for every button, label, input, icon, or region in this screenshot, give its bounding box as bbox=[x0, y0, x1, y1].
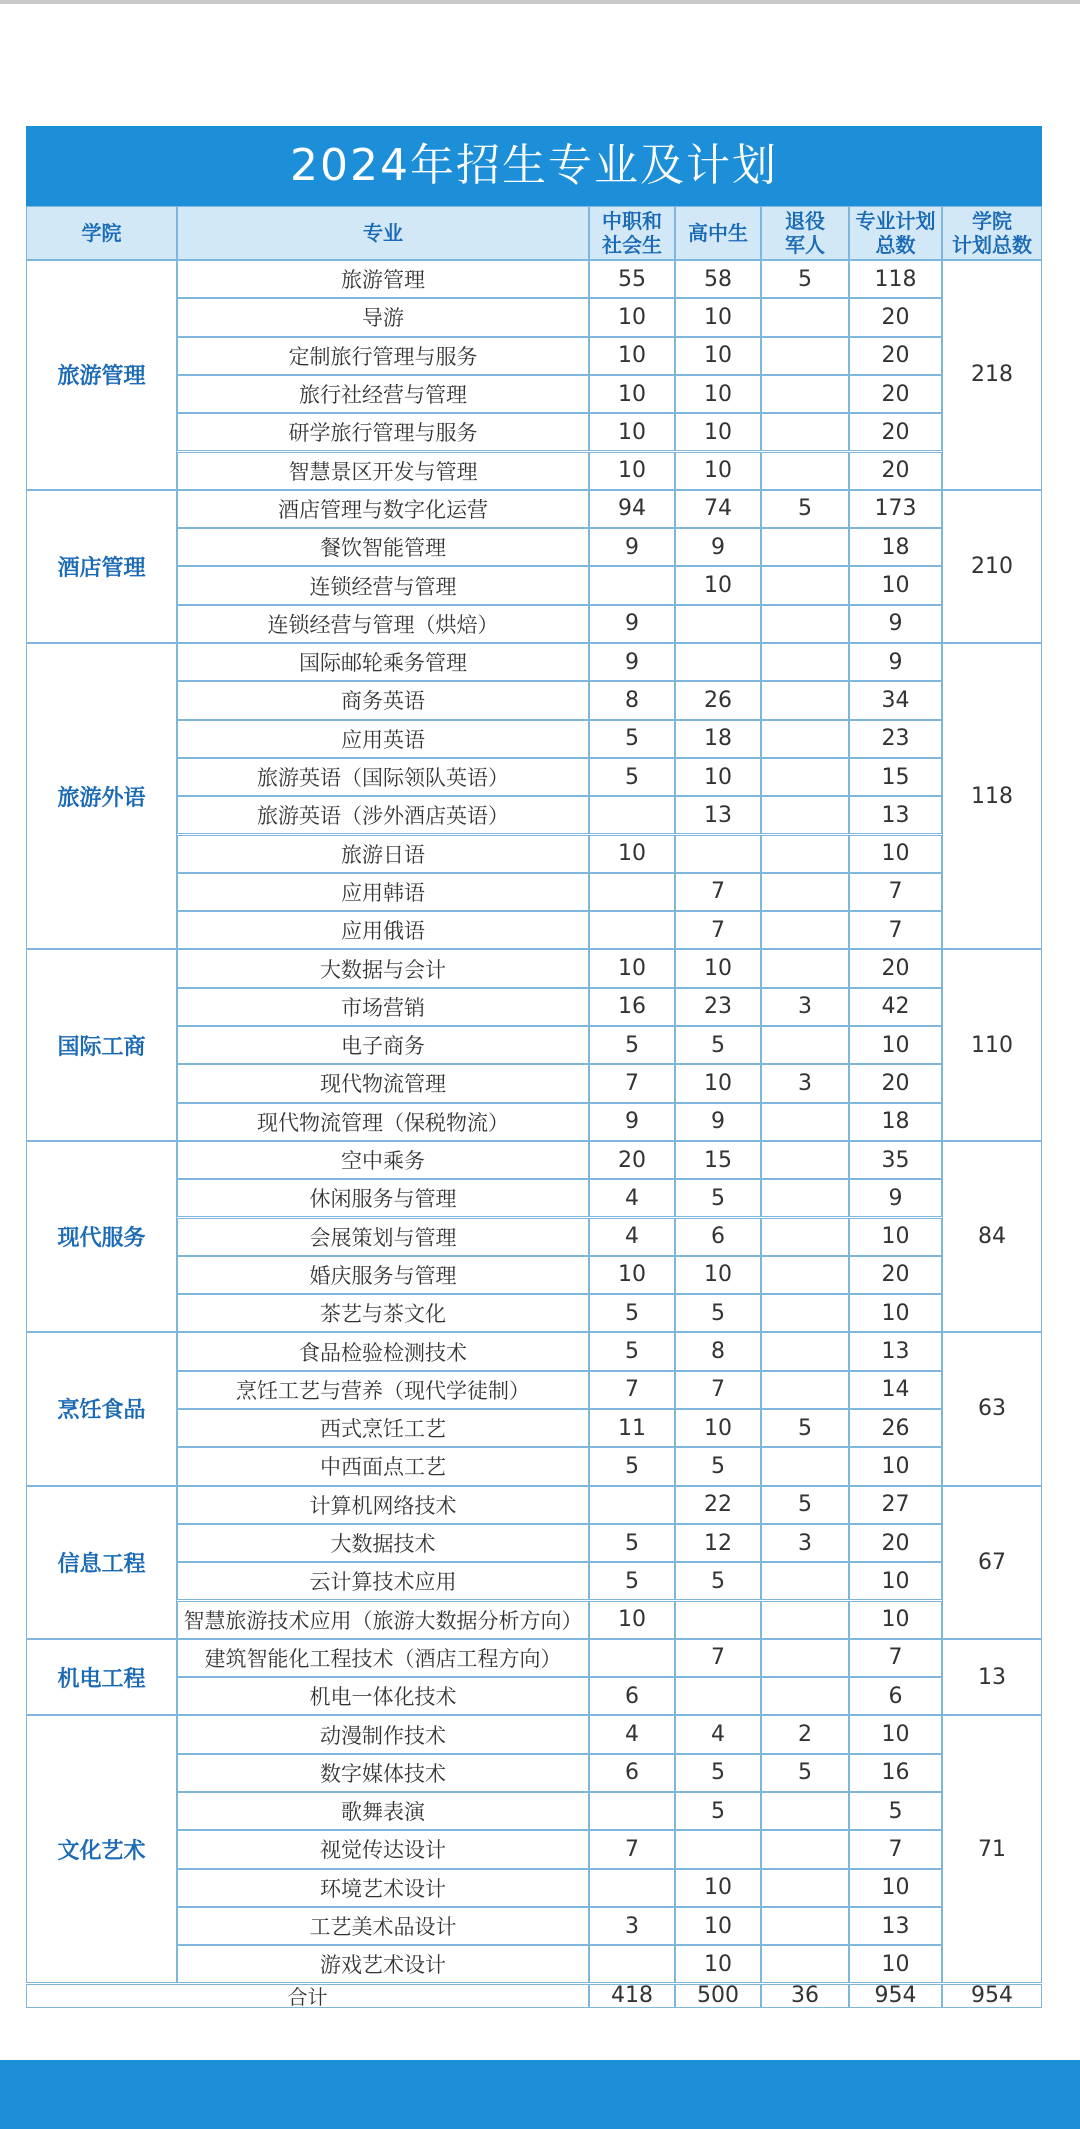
cell-total: 10 bbox=[849, 1869, 942, 1907]
major-name: 工艺美术品设计 bbox=[177, 1907, 589, 1945]
cell-total: 10 bbox=[849, 1447, 942, 1485]
cell-highschool: 10 bbox=[675, 1064, 761, 1102]
cell-vocational: 5 bbox=[589, 1562, 675, 1600]
major-name: 旅行社经营与管理 bbox=[177, 375, 589, 413]
cell-veteran bbox=[761, 1103, 849, 1141]
major-name: 歌舞表演 bbox=[177, 1792, 589, 1830]
header-college-total: 学院 计划总数 bbox=[942, 206, 1042, 260]
cell-highschool bbox=[675, 643, 761, 681]
major-name: 应用俄语 bbox=[177, 911, 589, 949]
footer-bar bbox=[0, 2060, 1080, 2129]
cell-total: 9 bbox=[849, 1179, 942, 1217]
cell-vocational: 9 bbox=[589, 1103, 675, 1141]
major-name: 茶艺与茶文化 bbox=[177, 1294, 589, 1332]
cell-veteran bbox=[761, 835, 849, 873]
major-name: 建筑智能化工程技术（酒店工程方向） bbox=[177, 1639, 589, 1677]
cell-highschool bbox=[675, 1601, 761, 1639]
major-name: 电子商务 bbox=[177, 1026, 589, 1064]
cell-vocational: 16 bbox=[589, 988, 675, 1026]
cell-highschool: 6 bbox=[675, 1218, 761, 1256]
major-name: 婚庆服务与管理 bbox=[177, 1256, 589, 1294]
enrollment-table bbox=[26, 206, 1042, 2008]
cell-total: 18 bbox=[849, 528, 942, 566]
cell-highschool: 9 bbox=[675, 528, 761, 566]
major-name: 旅游英语（国际领队英语） bbox=[177, 758, 589, 796]
header-major-total: 专业计划 总数 bbox=[849, 206, 942, 260]
cell-highschool: 74 bbox=[675, 490, 761, 528]
cell-total: 27 bbox=[849, 1486, 942, 1524]
cell-vocational: 5 bbox=[589, 1447, 675, 1485]
cell-total: 10 bbox=[849, 1601, 942, 1639]
cell-vocational: 10 bbox=[589, 413, 675, 451]
cell-veteran: 3 bbox=[761, 1524, 849, 1562]
cell-vocational: 10 bbox=[589, 337, 675, 375]
cell-highschool: 10 bbox=[675, 949, 761, 987]
cell-vocational: 10 bbox=[589, 1256, 675, 1294]
cell-veteran bbox=[761, 605, 849, 643]
cell-highschool bbox=[675, 1830, 761, 1868]
cell-vocational bbox=[589, 566, 675, 604]
cell-total: 20 bbox=[849, 298, 942, 336]
cell-veteran bbox=[761, 1332, 849, 1370]
major-name: 旅游日语 bbox=[177, 835, 589, 873]
cell-highschool: 23 bbox=[675, 988, 761, 1026]
cell-veteran bbox=[761, 1907, 849, 1945]
cell-veteran bbox=[761, 1830, 849, 1868]
cell-vocational: 5 bbox=[589, 1524, 675, 1562]
college-total: 13 bbox=[942, 1639, 1042, 1716]
cell-highschool: 26 bbox=[675, 681, 761, 719]
cell-veteran bbox=[761, 1256, 849, 1294]
cell-vocational: 11 bbox=[589, 1409, 675, 1447]
cell-highschool: 7 bbox=[675, 911, 761, 949]
cell-highschool bbox=[675, 605, 761, 643]
major-name: 酒店管理与数字化运营 bbox=[177, 490, 589, 528]
major-name: 游戏艺术设计 bbox=[177, 1945, 589, 1983]
cell-vocational: 9 bbox=[589, 528, 675, 566]
totals-highschool: 500 bbox=[675, 1984, 761, 2008]
cell-veteran bbox=[761, 949, 849, 987]
cell-highschool: 15 bbox=[675, 1141, 761, 1179]
cell-veteran bbox=[761, 1371, 849, 1409]
major-name: 空中乘务 bbox=[177, 1141, 589, 1179]
cell-total: 10 bbox=[849, 566, 942, 604]
cell-vocational: 6 bbox=[589, 1677, 675, 1715]
cell-total: 26 bbox=[849, 1409, 942, 1447]
college-total: 118 bbox=[942, 643, 1042, 949]
cell-veteran bbox=[761, 1601, 849, 1639]
cell-veteran bbox=[761, 1218, 849, 1256]
cell-veteran bbox=[761, 1026, 849, 1064]
cell-total: 15 bbox=[849, 758, 942, 796]
totals-label: 合计 bbox=[26, 1984, 589, 2008]
cell-highschool: 5 bbox=[675, 1447, 761, 1485]
major-name: 旅游管理 bbox=[177, 260, 589, 298]
cell-total: 7 bbox=[849, 911, 942, 949]
cell-vocational bbox=[589, 1945, 675, 1983]
cell-highschool bbox=[675, 1677, 761, 1715]
cell-vocational: 6 bbox=[589, 1754, 675, 1792]
college-name: 酒店管理 bbox=[26, 490, 177, 643]
major-name: 应用英语 bbox=[177, 720, 589, 758]
major-name: 机电一体化技术 bbox=[177, 1677, 589, 1715]
cell-highschool: 5 bbox=[675, 1562, 761, 1600]
cell-highschool: 5 bbox=[675, 1792, 761, 1830]
college-name: 旅游外语 bbox=[26, 643, 177, 949]
cell-highschool: 8 bbox=[675, 1332, 761, 1370]
cell-vocational: 7 bbox=[589, 1830, 675, 1868]
major-name: 餐饮智能管理 bbox=[177, 528, 589, 566]
cell-total: 23 bbox=[849, 720, 942, 758]
major-name: 会展策划与管理 bbox=[177, 1218, 589, 1256]
cell-veteran: 5 bbox=[761, 260, 849, 298]
major-name: 国际邮轮乘务管理 bbox=[177, 643, 589, 681]
cell-veteran bbox=[761, 1562, 849, 1600]
cell-vocational: 4 bbox=[589, 1715, 675, 1753]
cell-total: 20 bbox=[849, 1064, 942, 1102]
cell-vocational: 5 bbox=[589, 1294, 675, 1332]
cell-veteran bbox=[761, 1639, 849, 1677]
cell-veteran bbox=[761, 873, 849, 911]
cell-highschool: 10 bbox=[675, 1256, 761, 1294]
college-name: 烹饪食品 bbox=[26, 1332, 177, 1485]
cell-veteran bbox=[761, 566, 849, 604]
college-name: 旅游管理 bbox=[26, 260, 177, 490]
cell-veteran bbox=[761, 720, 849, 758]
cell-total: 13 bbox=[849, 1332, 942, 1370]
header-college: 学院 bbox=[26, 206, 177, 260]
major-name: 智慧景区开发与管理 bbox=[177, 452, 589, 490]
cell-vocational: 10 bbox=[589, 949, 675, 987]
major-name: 连锁经营与管理 bbox=[177, 566, 589, 604]
cell-total: 118 bbox=[849, 260, 942, 298]
cell-veteran bbox=[761, 1179, 849, 1217]
cell-vocational: 4 bbox=[589, 1179, 675, 1217]
cell-total: 13 bbox=[849, 796, 942, 834]
cell-total: 42 bbox=[849, 988, 942, 1026]
cell-highschool: 10 bbox=[675, 566, 761, 604]
cell-veteran: 5 bbox=[761, 490, 849, 528]
cell-veteran: 2 bbox=[761, 1715, 849, 1753]
cell-vocational: 94 bbox=[589, 490, 675, 528]
cell-total: 20 bbox=[849, 1256, 942, 1294]
cell-vocational: 5 bbox=[589, 720, 675, 758]
cell-veteran bbox=[761, 643, 849, 681]
cell-total: 10 bbox=[849, 1026, 942, 1064]
cell-total: 5 bbox=[849, 1792, 942, 1830]
cell-highschool: 4 bbox=[675, 1715, 761, 1753]
cell-total: 7 bbox=[849, 873, 942, 911]
header-vocational: 中职和 社会生 bbox=[589, 206, 675, 260]
college-total: 63 bbox=[942, 1332, 1042, 1485]
cell-highschool: 7 bbox=[675, 873, 761, 911]
cell-total: 10 bbox=[849, 1294, 942, 1332]
cell-total: 7 bbox=[849, 1639, 942, 1677]
major-name: 休闲服务与管理 bbox=[177, 1179, 589, 1217]
cell-vocational: 10 bbox=[589, 298, 675, 336]
college-name: 文化艺术 bbox=[26, 1715, 177, 1983]
cell-veteran bbox=[761, 1945, 849, 1983]
cell-total: 13 bbox=[849, 1907, 942, 1945]
cell-highschool: 10 bbox=[675, 413, 761, 451]
major-name: 西式烹饪工艺 bbox=[177, 1409, 589, 1447]
major-name: 动漫制作技术 bbox=[177, 1715, 589, 1753]
major-name: 现代物流管理（保税物流） bbox=[177, 1103, 589, 1141]
cell-highschool: 5 bbox=[675, 1754, 761, 1792]
cell-veteran bbox=[761, 681, 849, 719]
totals-vocational: 418 bbox=[589, 1984, 675, 2008]
major-name: 现代物流管理 bbox=[177, 1064, 589, 1102]
major-name: 食品检验检测技术 bbox=[177, 1332, 589, 1370]
cell-highschool: 10 bbox=[675, 452, 761, 490]
major-name: 视觉传达设计 bbox=[177, 1830, 589, 1868]
top-divider bbox=[0, 0, 1080, 4]
cell-highschool bbox=[675, 835, 761, 873]
cell-veteran: 5 bbox=[761, 1754, 849, 1792]
cell-veteran: 5 bbox=[761, 1409, 849, 1447]
college-total: 210 bbox=[942, 490, 1042, 643]
enrollment-plan-sheet bbox=[26, 126, 1042, 2008]
cell-vocational: 10 bbox=[589, 835, 675, 873]
cell-veteran bbox=[761, 1447, 849, 1485]
cell-highschool: 10 bbox=[675, 1945, 761, 1983]
cell-highschool: 10 bbox=[675, 337, 761, 375]
cell-total: 10 bbox=[849, 1562, 942, 1600]
cell-highschool: 7 bbox=[675, 1371, 761, 1409]
cell-highschool: 12 bbox=[675, 1524, 761, 1562]
cell-veteran: 5 bbox=[761, 1486, 849, 1524]
cell-highschool: 10 bbox=[675, 298, 761, 336]
cell-veteran bbox=[761, 1792, 849, 1830]
cell-highschool: 22 bbox=[675, 1486, 761, 1524]
cell-veteran bbox=[761, 911, 849, 949]
cell-veteran bbox=[761, 1869, 849, 1907]
cell-veteran bbox=[761, 1677, 849, 1715]
major-name: 环境艺术设计 bbox=[177, 1869, 589, 1907]
cell-vocational: 9 bbox=[589, 605, 675, 643]
cell-total: 20 bbox=[849, 452, 942, 490]
cell-veteran bbox=[761, 452, 849, 490]
major-name: 旅游英语（涉外酒店英语） bbox=[177, 796, 589, 834]
totals-college-total: 954 bbox=[942, 1984, 1042, 2008]
cell-veteran: 3 bbox=[761, 988, 849, 1026]
cell-veteran bbox=[761, 1294, 849, 1332]
cell-vocational: 10 bbox=[589, 375, 675, 413]
header-veteran: 退役 军人 bbox=[761, 206, 849, 260]
college-name: 机电工程 bbox=[26, 1639, 177, 1716]
cell-highschool: 13 bbox=[675, 796, 761, 834]
totals-major-total: 954 bbox=[849, 1984, 942, 2008]
major-name: 智慧旅游技术应用（旅游大数据分析方向） bbox=[177, 1601, 589, 1639]
cell-vocational bbox=[589, 1869, 675, 1907]
cell-total: 20 bbox=[849, 949, 942, 987]
cell-veteran: 3 bbox=[761, 1064, 849, 1102]
cell-vocational: 10 bbox=[589, 452, 675, 490]
major-name: 市场营销 bbox=[177, 988, 589, 1026]
cell-total: 34 bbox=[849, 681, 942, 719]
header-highschool: 高中生 bbox=[675, 206, 761, 260]
cell-highschool: 18 bbox=[675, 720, 761, 758]
cell-vocational: 55 bbox=[589, 260, 675, 298]
major-name: 连锁经营与管理（烘焙） bbox=[177, 605, 589, 643]
college-total: 110 bbox=[942, 949, 1042, 1141]
cell-veteran bbox=[761, 337, 849, 375]
major-name: 定制旅行管理与服务 bbox=[177, 337, 589, 375]
cell-vocational: 7 bbox=[589, 1064, 675, 1102]
cell-total: 14 bbox=[849, 1371, 942, 1409]
cell-highschool: 5 bbox=[675, 1026, 761, 1064]
cell-veteran bbox=[761, 413, 849, 451]
cell-veteran bbox=[761, 375, 849, 413]
college-name: 信息工程 bbox=[26, 1486, 177, 1639]
cell-total: 20 bbox=[849, 1524, 942, 1562]
cell-highschool: 10 bbox=[675, 1869, 761, 1907]
cell-vocational: 10 bbox=[589, 1601, 675, 1639]
major-name: 中西面点工艺 bbox=[177, 1447, 589, 1485]
major-name: 数字媒体技术 bbox=[177, 1754, 589, 1792]
cell-vocational: 3 bbox=[589, 1907, 675, 1945]
cell-total: 20 bbox=[849, 375, 942, 413]
cell-vocational bbox=[589, 1486, 675, 1524]
cell-highschool: 5 bbox=[675, 1294, 761, 1332]
major-name: 云计算技术应用 bbox=[177, 1562, 589, 1600]
college-name: 国际工商 bbox=[26, 949, 177, 1141]
major-name: 大数据与会计 bbox=[177, 949, 589, 987]
cell-total: 10 bbox=[849, 835, 942, 873]
cell-vocational: 5 bbox=[589, 758, 675, 796]
cell-veteran bbox=[761, 796, 849, 834]
cell-vocational bbox=[589, 873, 675, 911]
cell-highschool: 7 bbox=[675, 1639, 761, 1677]
page-title: 2024年招生专业及计划 bbox=[26, 126, 1042, 206]
header-major: 专业 bbox=[177, 206, 589, 260]
cell-vocational bbox=[589, 1792, 675, 1830]
major-name: 大数据技术 bbox=[177, 1524, 589, 1562]
major-name: 计算机网络技术 bbox=[177, 1486, 589, 1524]
major-name: 烹饪工艺与营养（现代学徒制） bbox=[177, 1371, 589, 1409]
cell-vocational bbox=[589, 1639, 675, 1677]
major-name: 研学旅行管理与服务 bbox=[177, 413, 589, 451]
cell-vocational: 9 bbox=[589, 643, 675, 681]
cell-vocational: 7 bbox=[589, 1371, 675, 1409]
college-name: 现代服务 bbox=[26, 1141, 177, 1333]
college-total: 84 bbox=[942, 1141, 1042, 1333]
major-name: 商务英语 bbox=[177, 681, 589, 719]
cell-highschool: 10 bbox=[675, 1409, 761, 1447]
cell-vocational: 5 bbox=[589, 1332, 675, 1370]
cell-veteran bbox=[761, 528, 849, 566]
major-name: 应用韩语 bbox=[177, 873, 589, 911]
cell-highschool: 58 bbox=[675, 260, 761, 298]
cell-vocational bbox=[589, 796, 675, 834]
cell-vocational: 4 bbox=[589, 1218, 675, 1256]
cell-total: 10 bbox=[849, 1945, 942, 1983]
cell-vocational: 5 bbox=[589, 1026, 675, 1064]
cell-total: 6 bbox=[849, 1677, 942, 1715]
cell-highschool: 10 bbox=[675, 758, 761, 796]
cell-highschool: 10 bbox=[675, 375, 761, 413]
cell-highschool: 5 bbox=[675, 1179, 761, 1217]
major-name: 导游 bbox=[177, 298, 589, 336]
cell-total: 35 bbox=[849, 1141, 942, 1179]
cell-total: 20 bbox=[849, 337, 942, 375]
cell-vocational: 20 bbox=[589, 1141, 675, 1179]
totals-veteran: 36 bbox=[761, 1984, 849, 2008]
college-total: 218 bbox=[942, 260, 1042, 490]
cell-highschool: 10 bbox=[675, 1907, 761, 1945]
cell-total: 173 bbox=[849, 490, 942, 528]
cell-total: 9 bbox=[849, 605, 942, 643]
cell-vocational bbox=[589, 911, 675, 949]
college-total: 71 bbox=[942, 1715, 1042, 1983]
cell-total: 7 bbox=[849, 1830, 942, 1868]
college-total: 67 bbox=[942, 1486, 1042, 1639]
cell-total: 16 bbox=[849, 1754, 942, 1792]
cell-total: 18 bbox=[849, 1103, 942, 1141]
cell-veteran bbox=[761, 1141, 849, 1179]
cell-veteran bbox=[761, 298, 849, 336]
cell-total: 9 bbox=[849, 643, 942, 681]
cell-vocational: 8 bbox=[589, 681, 675, 719]
cell-total: 10 bbox=[849, 1715, 942, 1753]
cell-total: 10 bbox=[849, 1218, 942, 1256]
cell-total: 20 bbox=[849, 413, 942, 451]
cell-veteran bbox=[761, 758, 849, 796]
cell-highschool: 9 bbox=[675, 1103, 761, 1141]
